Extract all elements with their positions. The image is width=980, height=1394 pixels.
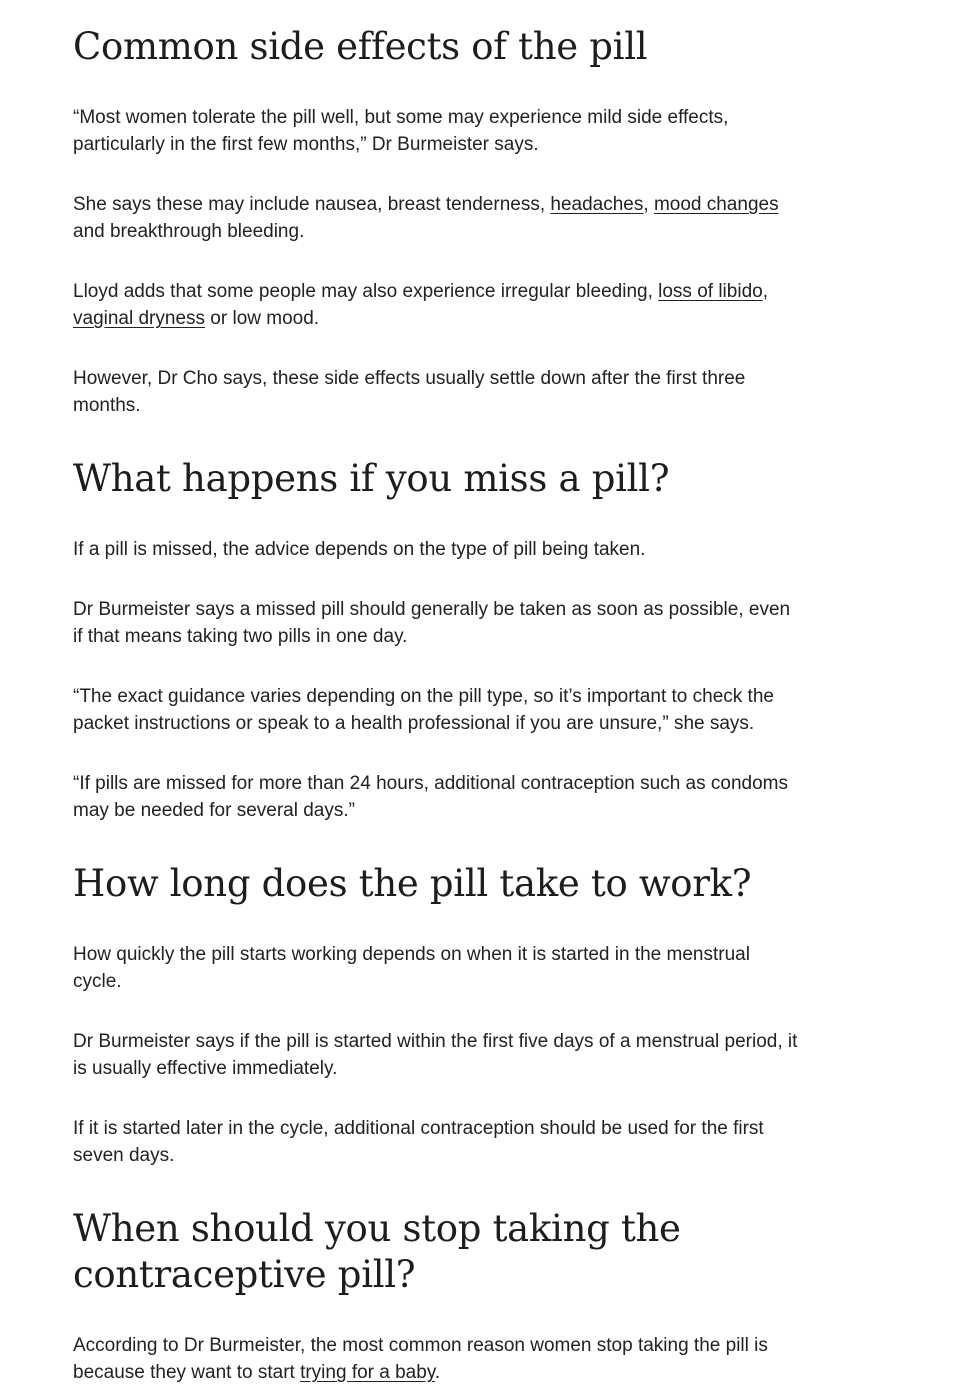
paragraph-text: She says these may include nausea, breast tenderness, [73, 194, 551, 215]
paragraph [73, 191, 803, 245]
paragraph-text: or low mood. [205, 308, 320, 329]
paragraph [73, 278, 803, 332]
section-heading: Common side effects of the pill [73, 25, 648, 68]
paragraph: “If pills are missed for more than 24 hours, additional contraception such as condoms may be needed for several days.” [73, 773, 788, 821]
section-how-long-to-work [73, 861, 803, 1169]
paragraph-text: . [434, 1362, 441, 1383]
article-body [73, 0, 803, 1386]
paragraph: “Most women tolerate the pill well, but some may experience mild side effects, particularly in the first few months,” Dr Burmeister says. [73, 107, 729, 155]
link-vaginal-dryness[interactable]: vaginal dryness [73, 308, 206, 329]
paragraph: “The exact guidance varies depending on the pill type, so it’s important to check the packet instructions or speak to a health professional if you are unsure,” she says. [73, 686, 774, 734]
paragraph [73, 1332, 803, 1386]
section-side-effects [73, 24, 803, 419]
link-headaches[interactable]: headaches [550, 194, 644, 215]
link-loss-of-libido[interactable]: loss of libido [658, 281, 763, 302]
paragraph-text: , [762, 281, 768, 302]
paragraph: Dr Burmeister says a missed pill should generally be taken as soon as possible, even if that means taking two pills in one day. [73, 599, 791, 647]
section-when-to-stop [73, 1206, 803, 1386]
paragraph: However, Dr Cho says, these side effects usually settle down after the first three months. [73, 368, 746, 416]
paragraph-text: , [643, 194, 654, 215]
paragraph-text: and breakthrough bleeding. [73, 221, 305, 242]
paragraph-text: Lloyd adds that some people may also experience irregular bleeding, [73, 281, 659, 302]
section-missed-pill [73, 456, 803, 824]
paragraph: If a pill is missed, the advice depends on the type of pill being taken. [73, 539, 646, 560]
paragraph: How quickly the pill starts working depends on when it is started in the menstrual cycle. [73, 944, 750, 992]
section-heading: How long does the pill take to work? [73, 862, 752, 905]
link-trying-for-a-baby[interactable]: trying for a baby [300, 1362, 435, 1383]
paragraph: If it is started later in the cycle, additional contraception should be used for the first seven days. [73, 1118, 764, 1166]
section-heading: When should you stop taking the contraceptive pill? [73, 1207, 681, 1296]
paragraph-text: According to Dr Burmeister, the most common reason women stop taking the pill is because they want to start [73, 1335, 768, 1383]
section-heading: What happens if you miss a pill? [73, 457, 670, 500]
link-mood-changes[interactable]: mood changes [653, 194, 779, 215]
paragraph: Dr Burmeister says if the pill is started within the first five days of a menstrual period, it is usually effective immediately. [73, 1031, 798, 1079]
